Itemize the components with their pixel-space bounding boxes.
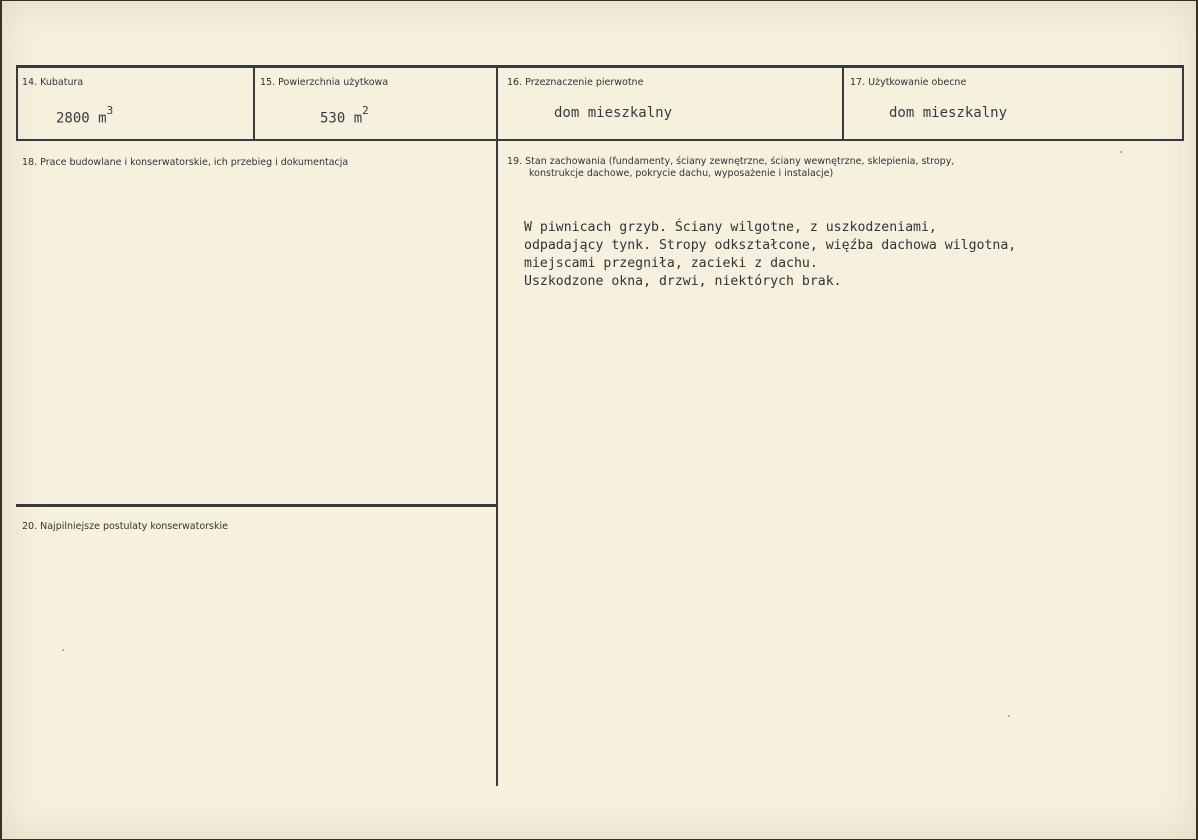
prace-budowlane-label: 18. Prace budowlane i konserwatorskie, ich przebieg i dokumentacja: [22, 157, 349, 168]
stan-zachowania-line-3: miejscami przegniła, zacieki z dachu.: [524, 256, 818, 271]
uzytkowanie-label: 17. Użytkowanie obecne: [850, 77, 967, 88]
przeznaczenie-value: dom mieszkalny: [554, 105, 673, 121]
stan-zachowania-label-line1: 19. Stan zachowania (fundamenty, ściany zewnętrzne, ściany wewnętrzne, sklepienia, stropy,: [507, 156, 955, 167]
powierzchnia-exponent: 2: [362, 104, 369, 117]
powierzchnia-label: 15. Powierzchnia użytkowa: [260, 77, 389, 88]
paper-speck: [62, 649, 64, 651]
postulaty-label: 20. Najpilniejsze postulaty konserwatorskie: [22, 521, 228, 532]
uzytkowanie-value: dom mieszkalny: [889, 105, 1008, 121]
section18-bottom-rule: [16, 504, 498, 507]
stan-zachowania-line-2: odpadający tynk. Stropy odkształcone, więźba dachowa wilgotna,: [524, 238, 1017, 253]
kubatura-label: 14. Kubatura: [22, 77, 84, 88]
left-edge-rule: [16, 66, 18, 141]
powierzchnia-number: 530 m: [320, 110, 363, 127]
kubatura-number: 2800 m: [56, 110, 107, 127]
stan-zachowania-line-1: W piwnicach grzyb. Ściany wilgotne, z uszkodzeniami,: [524, 220, 937, 235]
main-column-divider: [496, 66, 498, 786]
row1-divider-3: [842, 66, 844, 141]
paper-speck: [1120, 151, 1122, 153]
kubatura-value: [56, 104, 114, 127]
powierzchnia-value: [320, 104, 369, 127]
row1-divider-1: [253, 66, 255, 141]
row1-bottom-rule: [16, 139, 1184, 141]
right-edge-rule: [1182, 66, 1184, 141]
paper-speck: [1008, 715, 1010, 717]
stan-zachowania-text: [524, 201, 1016, 327]
record-card: [2, 1, 1196, 839]
top-rule: [16, 65, 1184, 68]
przeznaczenie-label: 16. Przeznaczenie pierwotne: [507, 77, 644, 88]
kubatura-exponent: 3: [106, 104, 114, 117]
stan-zachowania-label-line2: konstrukcje dachowe, pokrycie dachu, wyposażenie i instalacje): [529, 168, 834, 179]
stan-zachowania-line-4: Uszkodzone okna, drzwi, niektórych brak.: [524, 274, 842, 289]
